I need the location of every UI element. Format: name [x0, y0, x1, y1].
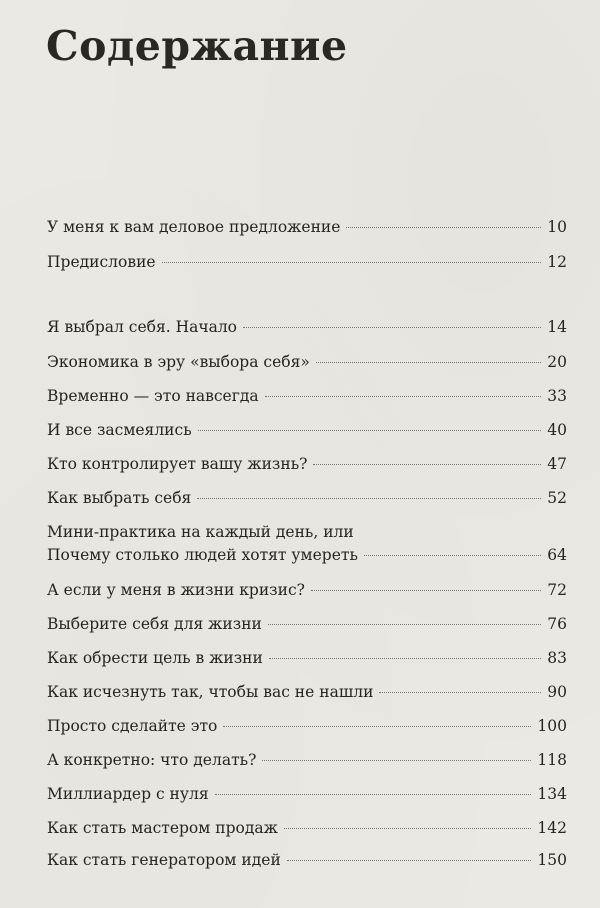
toc-entry — [47, 217, 567, 237]
toc-entry — [47, 818, 567, 838]
toc-entry — [47, 352, 567, 372]
dot-leader — [268, 624, 541, 625]
toc-entry-title: Миллиардер с нуля — [47, 785, 209, 803]
dot-leader — [262, 760, 531, 761]
toc-entry — [47, 750, 567, 770]
toc-entry-title-line1: Мини-практика на каждый день, или — [47, 523, 354, 541]
toc-entry-title: Почему столько людей хотят умереть — [47, 546, 358, 564]
dot-leader — [364, 555, 541, 556]
toc-entry-page: 12 — [547, 253, 567, 271]
toc-entry-title: Как стать генератором идей — [47, 851, 281, 869]
toc-entry-page: 150 — [537, 851, 567, 869]
toc-entry-title: А конкретно: что делать? — [47, 751, 257, 769]
toc-entry — [47, 545, 567, 565]
toc-entry — [47, 784, 567, 804]
toc-entry-title: Предисловие — [47, 253, 156, 271]
toc-entry-title: Кто контролирует вашу жизнь? — [47, 455, 308, 473]
toc-entry — [47, 420, 567, 440]
dot-leader — [313, 464, 541, 465]
toc-entry-title: И все засмеялись — [47, 421, 192, 439]
toc-entry — [47, 252, 567, 272]
toc-entry-page: 83 — [547, 649, 567, 667]
toc-entry — [47, 850, 567, 870]
toc-entry-title: Я выбрал себя. Начало — [47, 318, 238, 336]
toc-entry — [47, 682, 567, 702]
toc-entry-page: 10 — [547, 218, 567, 236]
toc-entry-title: Просто сделайте это — [47, 717, 218, 735]
toc-entry — [47, 317, 567, 337]
toc-entry-page: 40 — [547, 421, 567, 439]
toc-entry — [47, 716, 567, 736]
dot-leader — [197, 498, 541, 499]
dot-leader — [223, 726, 531, 727]
toc-entry-title: Временно — это навсегда — [47, 387, 259, 405]
toc-entry — [47, 386, 567, 406]
toc-entry — [47, 488, 567, 508]
toc-entry — [47, 614, 567, 634]
dot-leader — [265, 396, 542, 397]
toc-entry — [47, 648, 567, 668]
dot-leader — [198, 430, 542, 431]
toc-entry-title: Как выбрать себя — [47, 489, 192, 507]
toc-entry-page: 134 — [537, 785, 567, 803]
toc-entry-page: 64 — [547, 546, 567, 564]
toc-entry-page: 142 — [537, 819, 567, 837]
toc-entry-page: 76 — [547, 615, 567, 633]
dot-leader — [311, 590, 541, 591]
page-title: Содержание — [46, 22, 348, 70]
toc-entry-page: 14 — [547, 318, 567, 336]
dot-leader — [243, 327, 541, 328]
dot-leader — [162, 262, 542, 263]
dot-leader — [215, 794, 532, 795]
toc-entry-title: У меня к вам деловое предложение — [47, 218, 341, 236]
dot-leader — [379, 692, 541, 693]
toc-entry-title: Экономика в эру «выбора себя» — [47, 353, 310, 371]
toc-entry-page: 47 — [547, 455, 567, 473]
toc-entry-title: Выберите себя для жизни — [47, 615, 262, 633]
toc-entry-page: 52 — [547, 489, 567, 507]
toc-entry-title: А если у меня в жизни кризис? — [47, 581, 305, 599]
toc-entry — [47, 580, 567, 600]
toc-entry-page: 118 — [537, 751, 567, 769]
toc-entry-title: Как обрести цель в жизни — [47, 649, 263, 667]
dot-leader — [316, 362, 541, 363]
dot-leader — [284, 828, 532, 829]
toc-entry-page: 100 — [537, 717, 567, 735]
dot-leader — [269, 658, 541, 659]
toc-entry-page: 72 — [547, 581, 567, 599]
dot-leader — [287, 860, 532, 861]
toc-entry-title: Как исчезнуть так, чтобы вас не нашли — [47, 683, 374, 701]
toc-entry-title: Как стать мастером продаж — [47, 819, 278, 837]
toc-entry-page: 20 — [547, 353, 567, 371]
dot-leader — [346, 227, 541, 228]
toc-entry-page: 90 — [547, 683, 567, 701]
toc-entry — [47, 454, 567, 474]
toc-entry-page: 33 — [547, 387, 567, 405]
